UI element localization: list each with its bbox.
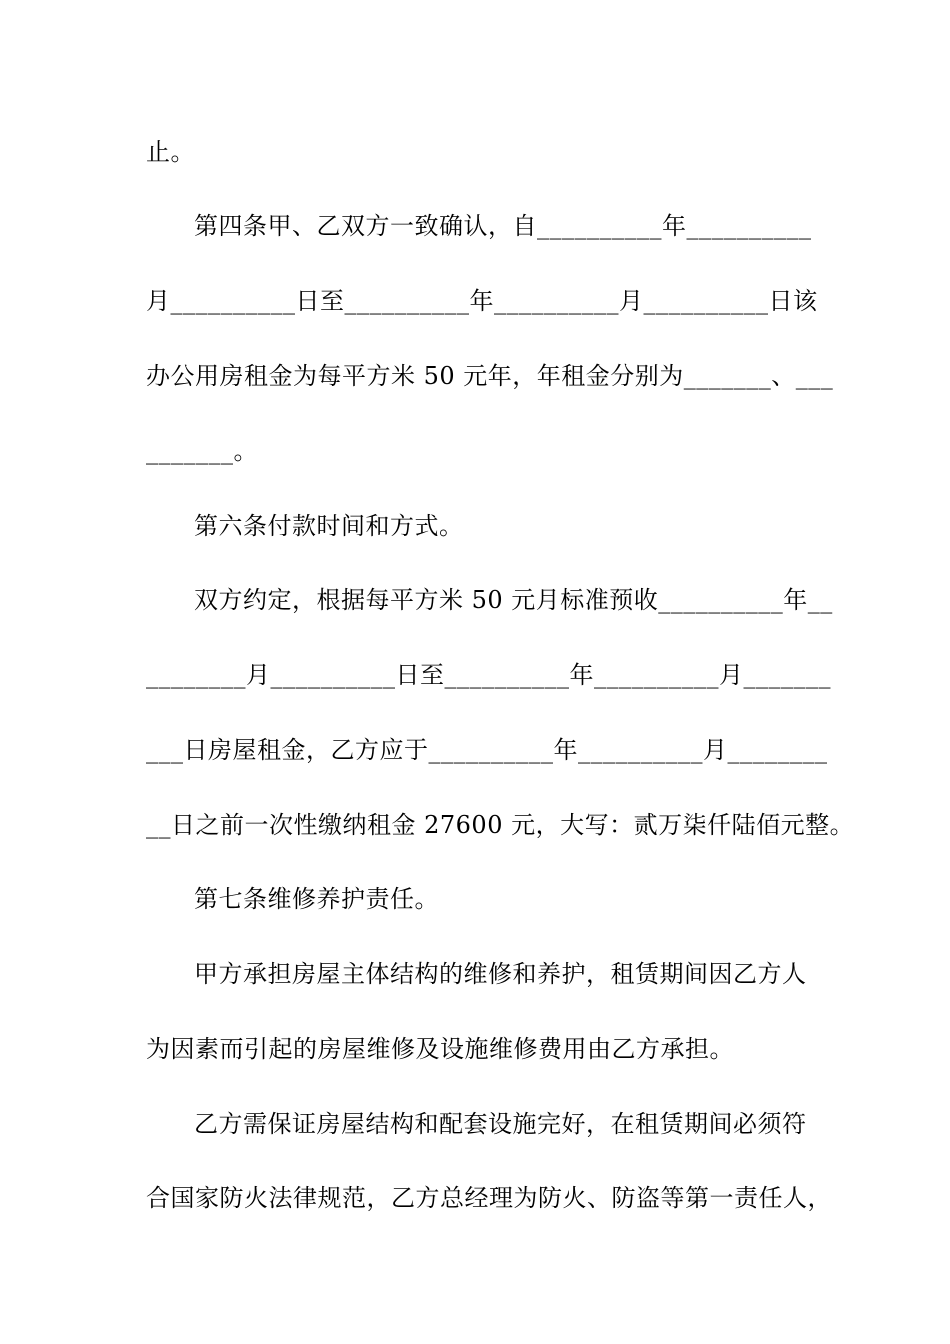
paragraph-line: 月__________日至__________年__________月__________日该 — [146, 287, 818, 315]
paragraph-line: 为因素而引起的房屋维修及设施维修费用由乙方承担。 — [146, 1035, 734, 1063]
paragraph-line: 乙方需保证房屋结构和配套设施完好，在租赁期间必须符 — [194, 1110, 807, 1138]
paragraph-line: 合国家防火法律规范，乙方总经理为防火、防盗等第一责任人， — [146, 1184, 832, 1212]
paragraph-line: 甲方承担房屋主体结构的维修和养护，租赁期间因乙方人 — [194, 960, 807, 988]
paragraph-line: 止。 — [146, 138, 195, 166]
paragraph-line: __日之前一次性缴纳租金 27600 元，大写：贰万柒仟陆佰元整。 — [146, 811, 855, 839]
article-7-heading: 第七条维修养护责任。 — [194, 885, 439, 913]
paragraph-line: ________月__________日至__________年__________月_______ — [146, 661, 831, 689]
paragraph-line: _______。 — [146, 437, 258, 465]
paragraph-line: ___日房屋租金，乙方应于__________年__________月________ — [146, 736, 828, 764]
article-6-heading: 第六条付款时间和方式。 — [194, 512, 464, 540]
paragraph-line: 办公用房租金为每平方米 50 元年，年租金分别为_______、___ — [146, 362, 834, 390]
paragraph-line: 双方约定，根据每平方米 50 元月标准预收__________年__ — [194, 586, 833, 614]
article-4-heading-line: 第四条甲、乙双方一致确认，自__________年__________ — [194, 212, 812, 240]
